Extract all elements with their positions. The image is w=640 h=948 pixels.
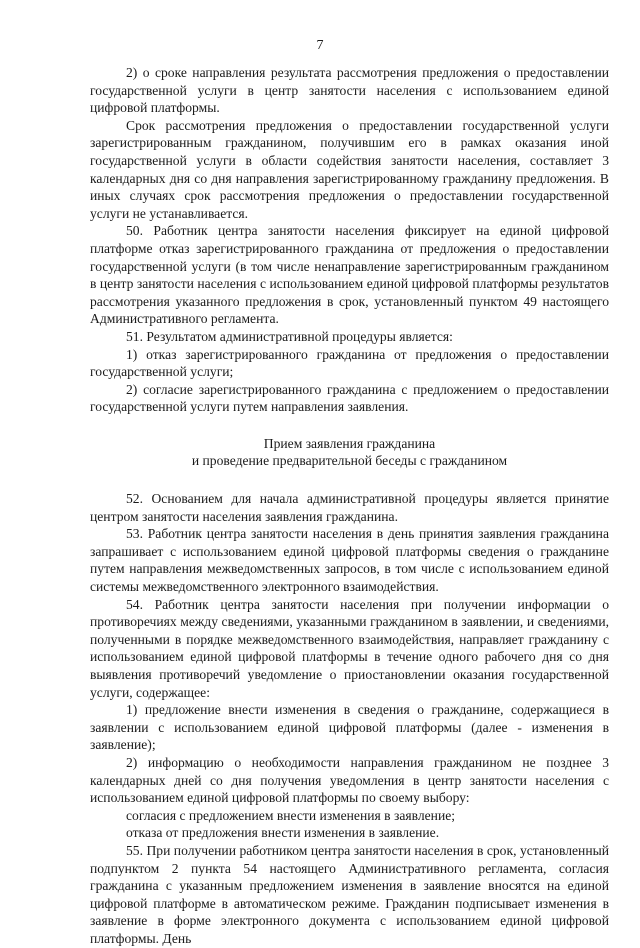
document-body <box>90 64 609 948</box>
paragraph: 53. Работник центра занятости населения в день принятия заявления гражданина запрашивает с использованием единой цифровой платформы сведения о гражданине путем направления межведомственных запросов, в том числе с использованием единой системы межведомственного электронного взаимодействия. <box>90 526 609 595</box>
paragraph: отказа от предложения внести изменения в заявление. <box>126 825 440 841</box>
section-heading-line: Прием заявления гражданина <box>263 435 436 451</box>
paragraph: Срок рассмотрения предложения о предоставлении государственной услуги зарегистрированным гражданином, получившим его в рамках оказания иной государственной услуги в области содействия занятости населения, составляет 3 календарных дня со дня направления зарегистрированному гражданину предложения. В иных случаях срок рассмотрения предложения о предоставлении государственной услуги не устанавливается. <box>90 117 609 221</box>
section-heading-line: и проведение предварительной беседы с гражданином <box>191 453 508 469</box>
paragraph: 1) предложение внести изменения в сведения о гражданине, содержащиеся в заявлении с использованием единой цифровой платформы (далее - изменения в заявление); <box>90 702 609 753</box>
paragraph: 2) о сроке направления результата рассмотрения предложения о предоставлении государственной услуги в центр занятости населения с использованием единой цифровой платформы. <box>90 65 609 116</box>
page-number: 7 <box>316 38 324 53</box>
paragraph: 50. Работник центра занятости населения фиксирует на единой цифровой платформе отказ зарегистрированного гражданина от предложения о предоставлении государственной услуги (в том числе ненаправление зарегистрированным гражданином в центр занятости населения с использованием единой цифровой платформы результатов рассмотрения указанного предложения в срок, установленный пунктом 49 настоящего Административного регламента. <box>90 223 609 327</box>
paragraph: 2) согласие зарегистрированного гражданина с предложением о предоставлении государственной услуги путем направления заявления. <box>90 381 609 415</box>
paragraph: 2) информацию о необходимости направления гражданином не позднее 3 календарных дней со дня получения уведомления в центр занятости населения с использованием единой цифровой платформы по своему выбору: <box>90 754 609 806</box>
paragraph: 54. Работник центра занятости населения при получении информации о противоречиях между сведениями, указанными гражданином в заявлении, и сведениями, полученными в порядке межведомственного взаимодействия, направляет гражданину с использованием единой цифровой платформы в течение одного рабочего дня со дня выявления противоречий уведомление о приостановлении оказания государственной услуги, содержащее: <box>90 596 609 700</box>
paragraph: согласия с предложением внести изменения в заявление; <box>126 807 456 823</box>
paragraph: 55. При получении работником центра занятости населения в срок, установленный подпунктом 2 пункта 54 настоящего Административного регламента, согласия гражданина с указанным предложением изменения в заявление вносятся на единой цифровой платформе в автоматическом режиме. Гражданин подписывает изменения в заявление в форме электронного документа с использованием единой цифровой платформы. День <box>90 842 609 946</box>
section-heading <box>90 435 609 470</box>
paragraph: 1) отказ зарегистрированного гражданина от предложения о предоставлении государственной услуги; <box>90 346 609 380</box>
paragraph: 51. Результатом административной процедуры является: <box>126 328 453 344</box>
paragraph: 52. Основанием для начала административной процедуры является принятие центром занятости населения заявления гражданина. <box>90 491 609 524</box>
